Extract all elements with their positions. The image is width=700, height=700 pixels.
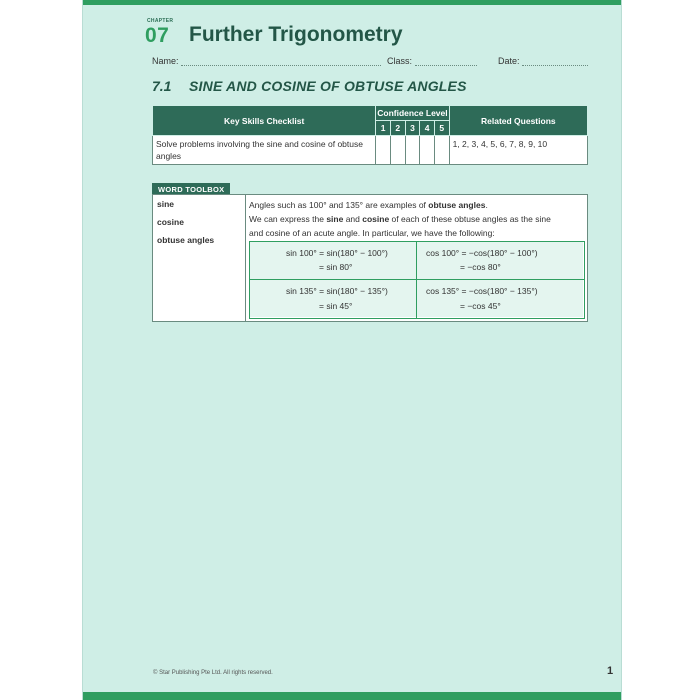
word-obtuse-angles: obtuse angles xyxy=(157,235,215,245)
header-confidence: Confidence Level xyxy=(376,106,449,121)
grid-horizontal-divider xyxy=(250,279,584,280)
confidence-box-5[interactable] xyxy=(434,136,449,165)
grid-vertical-divider xyxy=(416,242,417,318)
word-sine: sine xyxy=(157,199,175,209)
formula-cos-100: cos 100° = −cos(180° − 100°) = −cos 80° xyxy=(417,242,583,279)
name-label: Name: xyxy=(152,56,179,66)
formula-sin-135: sin 135° = sin(180° − 135°) = sin 45° xyxy=(250,280,416,317)
date-field xyxy=(498,56,588,66)
formula-cos-135: cos 135° = −cos(180° − 135°) = −cos 45° xyxy=(417,280,583,317)
word-list xyxy=(153,195,246,321)
bottom-band xyxy=(83,692,621,700)
name-field xyxy=(152,56,381,66)
confidence-level-3: 3 xyxy=(405,121,420,136)
key-skills-table xyxy=(152,105,588,165)
class-field xyxy=(387,56,477,66)
skill-cell: Solve problems involving the sine and cosine of obtuse angles xyxy=(153,136,376,165)
word-toolbox xyxy=(152,194,588,322)
confidence-level-2: 2 xyxy=(390,121,405,136)
related-questions-cell: 1, 2, 3, 4, 5, 6, 7, 8, 9, 10 xyxy=(449,136,587,165)
date-line xyxy=(522,56,588,66)
confidence-level-1: 1 xyxy=(376,121,391,136)
class-line xyxy=(415,56,477,66)
formula-sin-100: sin 100° = sin(180° − 100°) = sin 80° xyxy=(250,242,416,279)
word-toolbox-label: WORD TOOLBOX xyxy=(152,183,230,195)
toolbox-explanation xyxy=(249,198,583,240)
explanation-line-2: We can express the sine and cosine of each of these obtuse angles as the sine xyxy=(249,214,551,224)
workbook-page xyxy=(82,0,622,700)
chapter-title: Further Trigonometry xyxy=(189,23,403,46)
chapter-number: 07 xyxy=(145,24,170,47)
class-label: Class: xyxy=(387,56,413,66)
confidence-level-5: 5 xyxy=(434,121,449,136)
explanation-line-3: and cosine of an acute angle. In particular, we have the following: xyxy=(249,228,495,238)
date-label: Date: xyxy=(498,56,520,66)
confidence-box-2[interactable] xyxy=(390,136,405,165)
chapter-tag: CHAPTER xyxy=(147,18,174,24)
confidence-box-3[interactable] xyxy=(405,136,420,165)
header-skills: Key Skills Checklist xyxy=(153,106,376,136)
name-line xyxy=(181,56,381,66)
word-cosine: cosine xyxy=(157,217,184,227)
confidence-box-4[interactable] xyxy=(420,136,435,165)
top-band xyxy=(83,0,621,5)
confidence-level-4: 4 xyxy=(420,121,435,136)
explanation-line-1: Angles such as 100° and 135° are examples of obtuse angles. xyxy=(249,200,488,210)
section-title: SINE AND COSINE OF OBTUSE ANGLES xyxy=(189,78,467,94)
confidence-box-1[interactable] xyxy=(376,136,391,165)
page-number: 1 xyxy=(607,665,614,677)
table-row xyxy=(153,136,588,165)
section-number: 7.1 xyxy=(152,78,172,94)
header-related: Related Questions xyxy=(449,106,587,136)
copyright-notice: © Star Publishing Pte Ltd. All rights reserved. xyxy=(153,670,273,676)
formula-grid xyxy=(249,241,585,319)
